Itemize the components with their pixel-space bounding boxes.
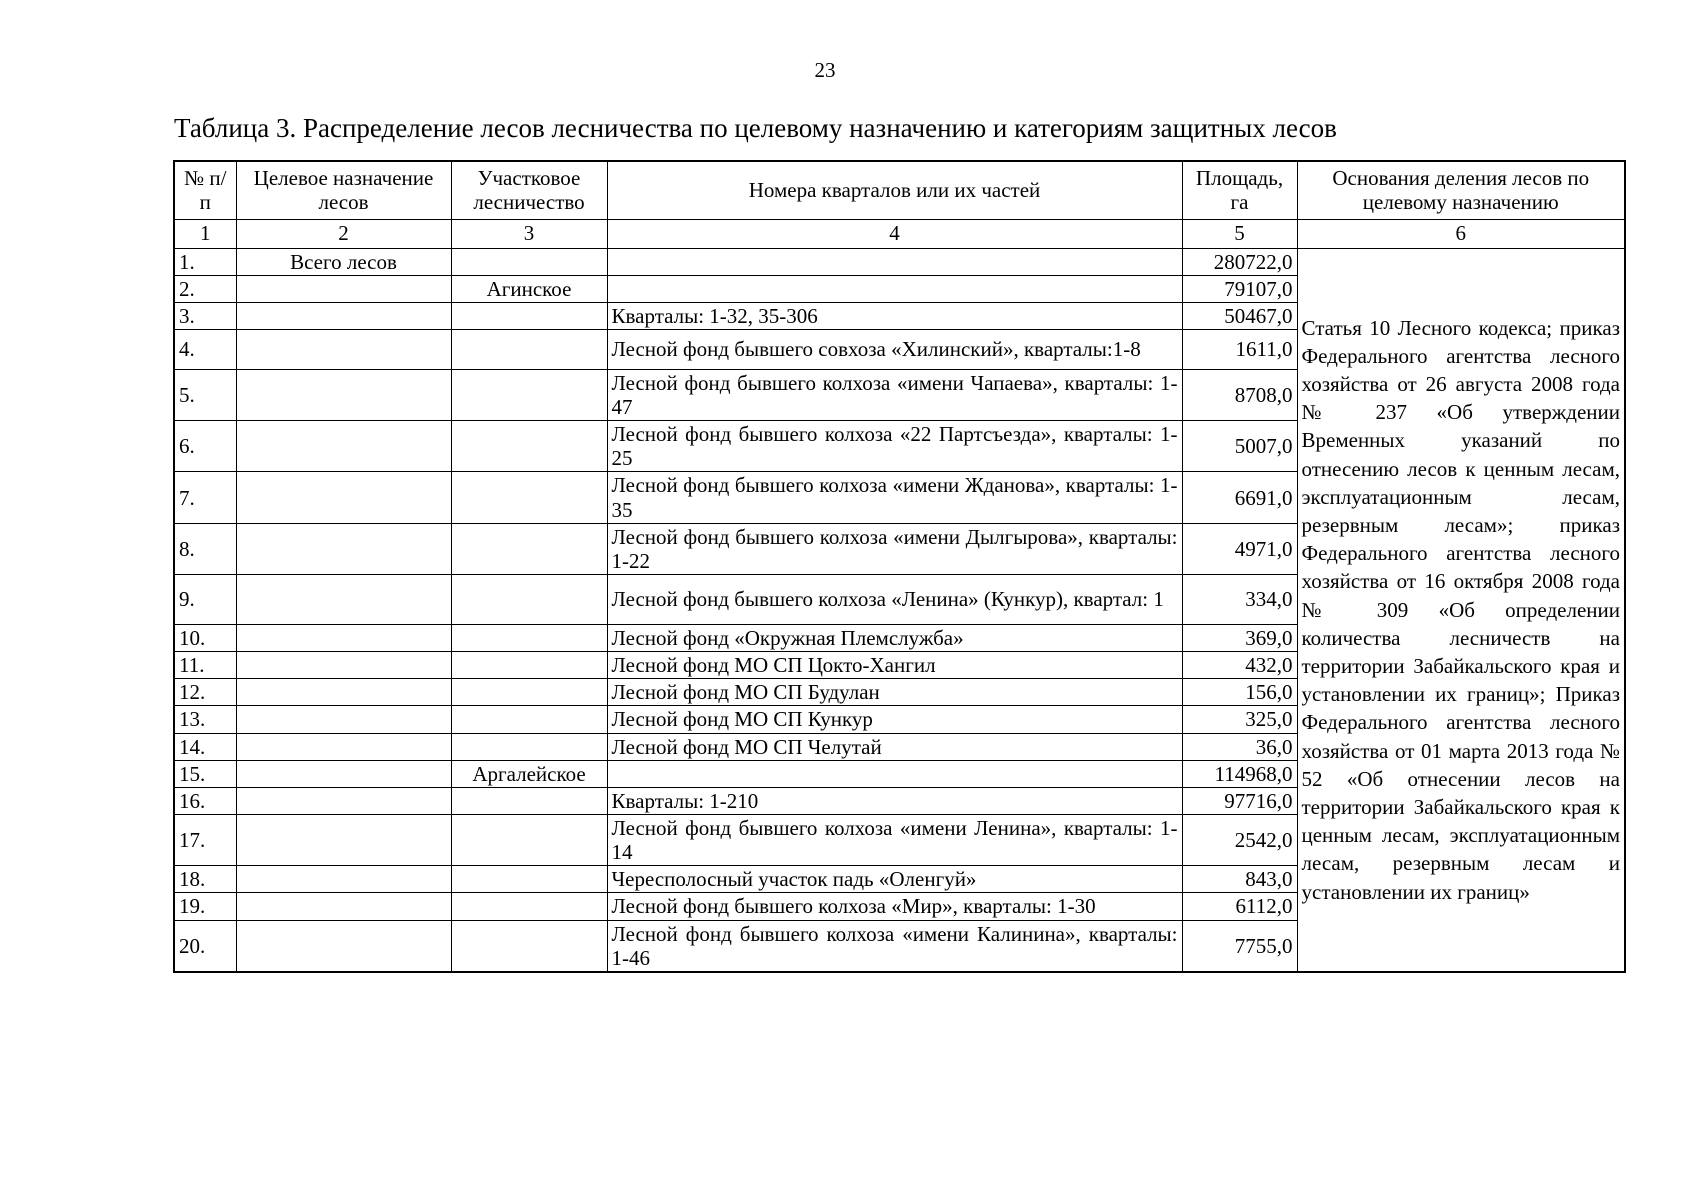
row-number: 3. — [174, 302, 236, 329]
area-cell: 36,0 — [1182, 733, 1297, 760]
district-cell: Агинское — [451, 275, 607, 302]
district-cell — [451, 706, 607, 733]
purpose-cell — [236, 920, 451, 972]
column-number-row — [174, 219, 1625, 248]
quarters-cell: Чересполосный участок падь «Оленгуй» — [607, 866, 1182, 893]
quarters-cell: Лесной фонд «Окружная Племслужба» — [607, 625, 1182, 652]
quarters-cell: Лесной фонд МО СП Будулан — [607, 679, 1182, 706]
purpose-cell — [236, 787, 451, 814]
page-number: 23 — [814, 58, 836, 82]
header-num: № п/п — [174, 161, 236, 219]
row-number: 19. — [174, 893, 236, 920]
quarters-cell: Лесной фонд бывшего колхоза «22 Партсъезда», кварталы: 1-25 — [607, 421, 1182, 472]
district-cell — [451, 652, 607, 679]
purpose-cell — [236, 523, 451, 574]
area-cell: 6691,0 — [1182, 472, 1297, 523]
quarters-cell: Лесной фонд бывшего колхоза «имени Жданова», кварталы: 1-35 — [607, 472, 1182, 523]
district-cell — [451, 329, 607, 369]
quarters-cell: Лесной фонд бывшего совхоза «Хилинский», кварталы:1-8 — [607, 329, 1182, 369]
quarters-cell: Лесной фонд МО СП Кункур — [607, 706, 1182, 733]
district-cell — [451, 248, 607, 275]
quarters-cell: Лесной фонд бывшего колхоза «имени Ленина», кварталы: 1-14 — [607, 815, 1182, 866]
district-cell — [451, 893, 607, 920]
area-cell: 5007,0 — [1182, 421, 1297, 472]
row-number: 7. — [174, 472, 236, 523]
quarters-cell: Лесной фонд бывшего колхоза «Мир», кварталы: 1-30 — [607, 893, 1182, 920]
area-cell: 6112,0 — [1182, 893, 1297, 920]
quarters-cell: Лесной фонд МО СП Челутай — [607, 733, 1182, 760]
header-district: Участковое лесничество — [451, 161, 607, 219]
purpose-cell — [236, 302, 451, 329]
area-cell: 156,0 — [1182, 679, 1297, 706]
quarters-cell: Лесной фонд МО СП Цокто-Хангил — [607, 652, 1182, 679]
table-body — [174, 248, 1625, 972]
row-number: 1. — [174, 248, 236, 275]
row-number: 17. — [174, 815, 236, 866]
quarters-cell: Лесной фонд бывшего колхоза «Ленина» (Кункур), квартал: 1 — [607, 575, 1182, 625]
quarters-cell — [607, 275, 1182, 302]
header-row — [174, 161, 1625, 219]
row-number: 10. — [174, 625, 236, 652]
district-cell — [451, 625, 607, 652]
row-number: 15. — [174, 760, 236, 787]
row-number: 13. — [174, 706, 236, 733]
area-cell: 8708,0 — [1182, 369, 1297, 420]
district-cell — [451, 472, 607, 523]
table-title: Таблица 3. Распределение лесов лесничества по целевому назначению и категориям защитных лесов — [174, 113, 1337, 143]
purpose-cell — [236, 679, 451, 706]
area-cell: 4971,0 — [1182, 523, 1297, 574]
forest-distribution-table — [173, 160, 1626, 973]
column-number: 4 — [607, 219, 1182, 248]
district-cell — [451, 369, 607, 420]
district-cell — [451, 815, 607, 866]
purpose-cell: Всего лесов — [236, 248, 451, 275]
row-number: 12. — [174, 679, 236, 706]
quarters-cell: Кварталы: 1-210 — [607, 787, 1182, 814]
area-cell: 369,0 — [1182, 625, 1297, 652]
purpose-cell — [236, 275, 451, 302]
area-cell: 50467,0 — [1182, 302, 1297, 329]
row-number: 11. — [174, 652, 236, 679]
basis-cell: Статья 10 Лесного кодекса; приказ Федерального агентства лесного хозяйства от 26 августа 2008 года № 237 «Об утверждении Временных указаний по отнесению лесов к ценным лесам, эксплуатационным лесам, резервным лесам»; приказ Федерального агентства лесного хозяйства от 16 октября 2008 года № 309 «Об определении количества лесничеств на территории Забайкальского края и установлении их границ»; Приказ Федерального агентства лесного хозяйства от 01 марта 2013 года № 52 «Об отнесении лесов на территории Забайкальского края к ценным лесам, эксплуатационным лесам, резервным лесам и установлении их границ» — [1297, 248, 1625, 972]
purpose-cell — [236, 625, 451, 652]
row-number: 5. — [174, 369, 236, 420]
area-cell: 325,0 — [1182, 706, 1297, 733]
row-number: 16. — [174, 787, 236, 814]
column-number: 3 — [451, 219, 607, 248]
purpose-cell — [236, 421, 451, 472]
area-cell: 334,0 — [1182, 575, 1297, 625]
quarters-cell: Лесной фонд бывшего колхоза «имени Калинина», кварталы: 1-46 — [607, 920, 1182, 972]
area-cell: 280722,0 — [1182, 248, 1297, 275]
purpose-cell — [236, 815, 451, 866]
purpose-cell — [236, 329, 451, 369]
purpose-cell — [236, 893, 451, 920]
header-purpose: Целевое назначение лесов — [236, 161, 451, 219]
quarters-cell: Кварталы: 1-32, 35-306 — [607, 302, 1182, 329]
quarters-cell — [607, 248, 1182, 275]
area-cell: 843,0 — [1182, 866, 1297, 893]
district-cell — [451, 302, 607, 329]
row-number: 8. — [174, 523, 236, 574]
purpose-cell — [236, 760, 451, 787]
area-cell: 79107,0 — [1182, 275, 1297, 302]
row-number: 14. — [174, 733, 236, 760]
district-cell — [451, 679, 607, 706]
purpose-cell — [236, 369, 451, 420]
quarters-cell: Лесной фонд бывшего колхоза «имени Дылгырова», кварталы: 1-22 — [607, 523, 1182, 574]
header-area: Площадь, га — [1182, 161, 1297, 219]
header-basis: Основания деления лесов по целевому назначению — [1297, 161, 1625, 219]
district-cell — [451, 523, 607, 574]
district-cell — [451, 575, 607, 625]
purpose-cell — [236, 733, 451, 760]
row-number: 20. — [174, 920, 236, 972]
area-cell: 97716,0 — [1182, 787, 1297, 814]
column-number: 6 — [1297, 219, 1625, 248]
purpose-cell — [236, 652, 451, 679]
quarters-cell: Лесной фонд бывшего колхоза «имени Чапаева», кварталы: 1-47 — [607, 369, 1182, 420]
area-cell: 2542,0 — [1182, 815, 1297, 866]
table-row — [174, 248, 1625, 275]
district-cell — [451, 787, 607, 814]
district-cell — [451, 733, 607, 760]
area-cell: 432,0 — [1182, 652, 1297, 679]
column-number: 2 — [236, 219, 451, 248]
purpose-cell — [236, 866, 451, 893]
quarters-cell — [607, 760, 1182, 787]
header-quarters: Номера кварталов или их частей — [607, 161, 1182, 219]
column-number: 5 — [1182, 219, 1297, 248]
row-number: 9. — [174, 575, 236, 625]
district-cell: Аргалейское — [451, 760, 607, 787]
purpose-cell — [236, 706, 451, 733]
row-number: 2. — [174, 275, 236, 302]
area-cell: 114968,0 — [1182, 760, 1297, 787]
district-cell — [451, 866, 607, 893]
row-number: 6. — [174, 421, 236, 472]
area-cell: 1611,0 — [1182, 329, 1297, 369]
area-cell: 7755,0 — [1182, 920, 1297, 972]
district-cell — [451, 421, 607, 472]
purpose-cell — [236, 575, 451, 625]
row-number: 18. — [174, 866, 236, 893]
column-number: 1 — [174, 219, 236, 248]
district-cell — [451, 920, 607, 972]
row-number: 4. — [174, 329, 236, 369]
purpose-cell — [236, 472, 451, 523]
